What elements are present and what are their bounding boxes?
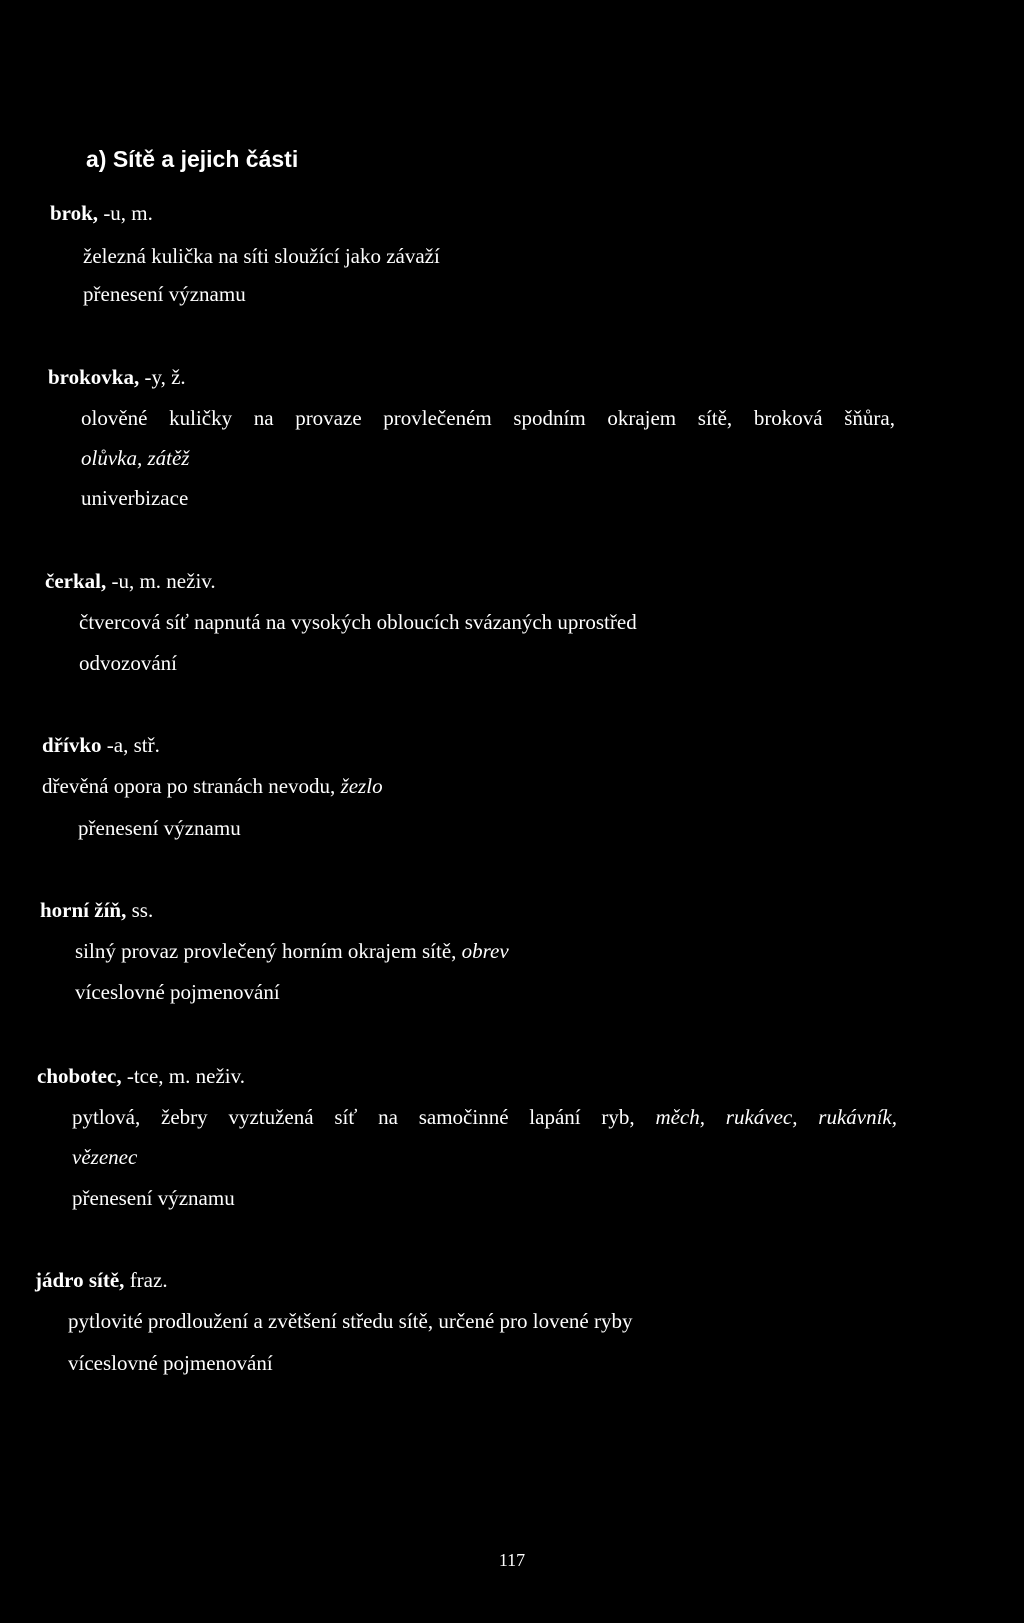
grammar-info: -y, ž.	[139, 365, 186, 389]
grammar-info: fraz.	[124, 1268, 168, 1292]
entry-synonyms: měch, rukávec, rukávník,	[655, 1105, 897, 1129]
entry-note: univerbizace	[81, 486, 189, 510]
entry-definition	[75, 937, 509, 965]
entry-note: odvozování	[79, 651, 177, 675]
grammar-info: -a, stř.	[101, 733, 160, 757]
headword: dřívko	[42, 733, 102, 757]
grammar-info: -tce, m. neživ.	[121, 1064, 245, 1088]
entry-definition: olověné kuličky na provaze provlečeném spodním okrajem sítě, broková šňůra,	[81, 406, 895, 430]
definition-text: dřevěná opora po stranách nevodu,	[42, 774, 341, 798]
entry-synonyms: žezlo	[340, 774, 383, 798]
headword: horní žíň,	[40, 898, 127, 922]
entry-headline	[35, 1266, 168, 1294]
headword: chobotec,	[37, 1064, 122, 1088]
entry-definition: pytlovité prodloužení a zvětšení středu sítě, určené pro lovené ryby	[68, 1309, 633, 1333]
grammar-info: ss.	[126, 898, 154, 922]
page-number: 117	[498, 1550, 526, 1570]
entry-note: víceslovné pojmenování	[68, 1351, 273, 1375]
entry-headline	[40, 896, 153, 924]
entry-headline	[37, 1062, 245, 1090]
entry-note: přenesení významu	[83, 282, 246, 306]
entry-definition	[42, 772, 383, 800]
entry-definition: železná kulička na síti sloužící jako závaží	[83, 244, 440, 268]
section-title: a) Sítě a jejich části	[86, 146, 299, 172]
entry-note: víceslovné pojmenování	[75, 980, 280, 1004]
entry-note: přenesení významu	[72, 1186, 235, 1210]
headword: brok,	[50, 201, 99, 225]
definition-text: silný provaz provlečený horním okrajem sítě,	[75, 939, 462, 963]
entry-definition: čtvercová síť napnutá na vysokých obloucích svázaných uprostřed	[79, 610, 637, 634]
grammar-info: -u, m.	[98, 201, 153, 225]
definition-text: pytlová, žebry vyztužená síť na samočinné lapání ryb,	[72, 1105, 656, 1129]
entry-headline	[48, 363, 186, 391]
entry-note: přenesení významu	[78, 816, 241, 840]
entry-definition	[72, 1103, 897, 1131]
entry-synonyms: vězenec	[72, 1145, 138, 1169]
headword: jádro sítě,	[35, 1268, 125, 1292]
entry-synonyms: obrev	[461, 939, 509, 963]
grammar-info: -u, m. neživ.	[106, 569, 216, 593]
headword: čerkal,	[45, 569, 107, 593]
entry-synonyms: olůvka, zátěž	[81, 446, 190, 470]
headword: brokovka,	[48, 365, 140, 389]
entry-headline	[42, 731, 160, 759]
entry-headline	[45, 567, 216, 595]
entry-headline	[50, 199, 153, 227]
